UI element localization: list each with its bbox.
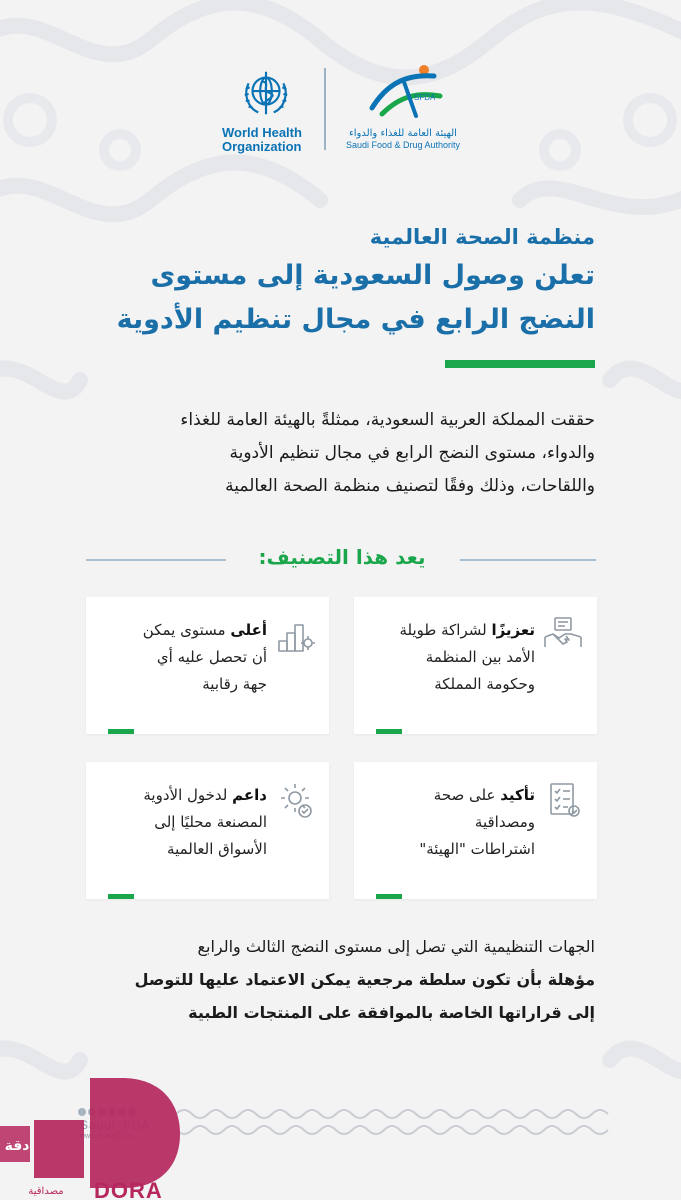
who-name (222, 126, 310, 154)
watermark-ar-line1: دقة (4, 1138, 30, 1154)
headline-underline (445, 360, 595, 368)
who-emblem-icon (237, 66, 295, 122)
section-heading-text: يعد هذا التصنيف: (258, 545, 426, 569)
section-rule-right (460, 559, 596, 561)
card-credibility-text (367, 782, 535, 863)
card-partnership-line2: الأمد بين المنظمة (425, 648, 535, 666)
headline-line3: النضج الرابع في مجال تنظيم الأدوية (116, 304, 595, 335)
dora-watermark-logo (0, 1078, 182, 1200)
intro-line3: واللقاحات، وذلك وفقًا لتصنيف منظمة الصحة العالمية (225, 476, 595, 496)
card-highest-level-strong: أعلى (230, 621, 267, 639)
conclusion-line1: الجهات التنظيمية التي تصل إلى مستوى النضج الثالث والرابع (197, 937, 595, 956)
card-highest-level-line1: مستوى يمكن (142, 621, 231, 639)
card-credibility-line1: على صحة (433, 786, 501, 804)
who-name-line1: World Health (222, 125, 302, 140)
gear-check-icon (275, 780, 315, 820)
sfda-short: SFDA (414, 93, 436, 102)
card-credibility (354, 762, 597, 899)
who-name-line2: Organization (222, 139, 302, 154)
card-highest-level (86, 597, 329, 734)
card-partnership (354, 597, 597, 734)
headline (75, 220, 595, 342)
intro-line1: حققت المملكة العربية السعودية، ممثلةً بالهيئة العامة للغذاء (180, 410, 595, 430)
section-rule-left (86, 559, 226, 561)
conclusion-line3: إلى قراراتها الخاصة بالموافقة على المنتجات الطبية (188, 1003, 595, 1022)
footer-pattern (176, 1104, 616, 1140)
conclusion-line2: مؤهلة بأن تكون سلطة مرجعية يمكن الاعتماد عليها للتوصل (134, 970, 595, 989)
headline-line2: تعلن وصول السعودية إلى مستوى (150, 260, 595, 291)
card-global-markets-line2: المصنعة محليًا إلى (154, 813, 267, 831)
who-logo (222, 66, 310, 152)
card-credibility-line3: اشتراطات "الهيئة" (419, 840, 535, 858)
sfda-name-ar: الهيئة العامة للغذاء والدواء (349, 128, 457, 139)
card-global-markets-strong: داعم (232, 786, 267, 804)
card-accent (108, 729, 134, 734)
logo-header (0, 60, 681, 160)
card-global-markets-text (99, 782, 267, 863)
intro-line2: والدواء، مستوى النضج الرابع في مجال تنظيم الأدوية (229, 443, 595, 463)
watermark-ar-line2: مصداقية (28, 1186, 64, 1197)
card-partnership-line3: وحكومة المملكة (434, 675, 535, 693)
card-accent (108, 894, 134, 899)
watermark-brand: DORA (94, 1178, 163, 1200)
card-partnership-text (367, 617, 535, 698)
card-highest-level-line3: جهة رقابية (202, 675, 267, 693)
card-highest-level-text (99, 617, 267, 698)
card-highest-level-line2: أن تحصل عليه أي (156, 648, 267, 666)
sfda-logo (340, 62, 466, 154)
card-partnership-strong: تعزيزًا (491, 621, 535, 639)
card-credibility-strong: تأكيد (500, 786, 535, 804)
intro-paragraph (75, 404, 595, 503)
card-global-markets (86, 762, 329, 899)
card-accent (376, 729, 402, 734)
section-heading (86, 545, 596, 575)
card-accent (376, 894, 402, 899)
bar-chart-gear-icon (275, 615, 315, 655)
headline-line1: منظمة الصحة العالمية (369, 225, 595, 249)
sfda-emblem-icon (364, 62, 444, 124)
card-global-markets-line1: لدخول الأدوية (143, 786, 233, 804)
conclusion-paragraph (75, 930, 595, 1029)
sfda-name-en: Saudi Food & Drug Authority (345, 140, 461, 150)
checklist-icon (543, 780, 583, 820)
card-global-markets-line3: الأسواق العالمية (167, 840, 267, 858)
card-partnership-line1: لشراكة طويلة (399, 621, 492, 639)
card-credibility-line2: ومصداقية (474, 813, 535, 831)
handshake-icon (543, 615, 583, 655)
logo-divider (324, 68, 326, 150)
